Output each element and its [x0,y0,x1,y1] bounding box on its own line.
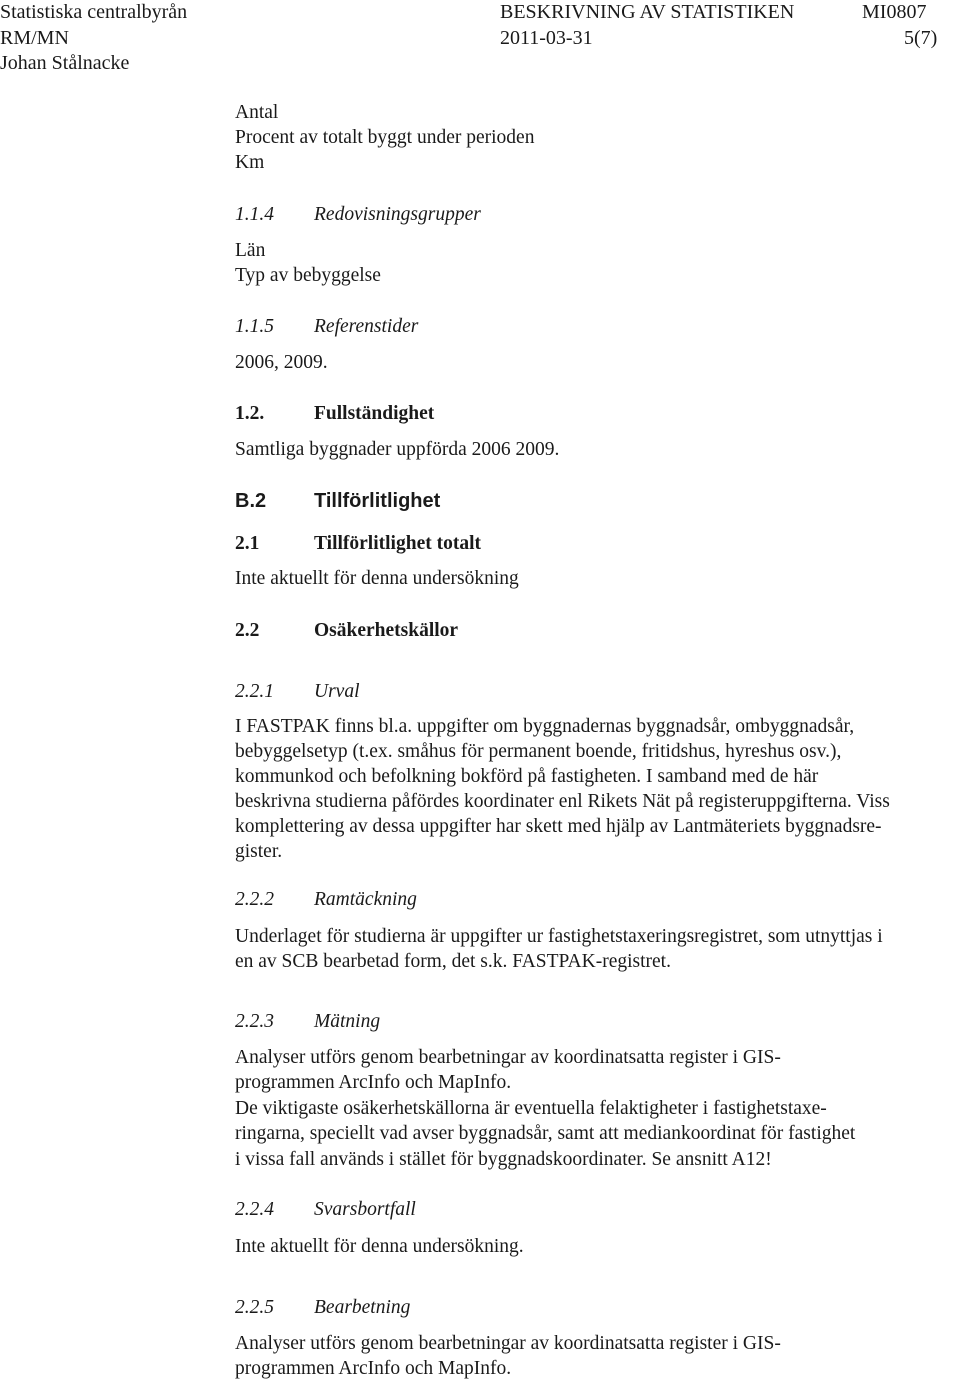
header-doc-type: BESKRIVNING AV STATISTIKEN [500,1,795,23]
body-text: Analyser utförs genom bearbetningar av koordinatsatta register i GIS- [235,1047,781,1068]
header-author: Johan Stålnacke [0,52,130,74]
body-text: programmen ArcInfo och MapInfo. [235,1358,512,1379]
section-number: 2.2.3 [235,1011,274,1032]
section-heading: Tillförlitlighet [314,490,441,512]
body-text: en av SCB bearbetad form, det s.k. FASTPAK-registret. [235,951,671,972]
section-number: 2.2.2 [235,889,274,910]
body-text: kommunkod och befolkning bokförd på fastigheten. I samband med de här [235,766,819,787]
section-heading: Svarsbortfall [314,1199,416,1220]
body-text: I FASTPAK finns bl.a. uppgifter om byggnadernas byggnadsår, ombyggnadsår, [235,716,855,737]
body-text: 2006, 2009. [235,352,328,373]
body-text: ringarna, speciellt vad avser byggnadsår, samt att mediankoordinat för fastighet [235,1123,856,1144]
body-text: Underlaget för studierna är uppgifter ur fastighetstaxeringsregistret, som utnyttjas i [235,926,883,947]
section-heading: Redovisningsgrupper [314,204,481,225]
body-text: Typ av bebyggelse [235,265,381,286]
unit-percent: Procent av totalt byggt under perioden [235,127,535,148]
section-number: 2.2.4 [235,1199,274,1220]
body-text: Analyser utförs genom bearbetningar av koordinatsatta register i GIS- [235,1333,781,1354]
section-heading: Ramtäckning [314,889,417,910]
unit-km: Km [235,152,265,173]
body-text: Inte aktuellt för denna undersökning [235,568,519,589]
header-date: 2011-03-31 [500,27,593,49]
section-number: 2.1 [235,533,260,554]
section-heading: Bearbetning [314,1297,411,1318]
header-dept: RM/MN [0,27,69,49]
body-text: Län [235,240,266,261]
body-text: komplettering av dessa uppgifter har skett med hjälp av Lantmäteriets byggnadsre- [235,816,882,837]
section-heading: Osäkerhetskällor [314,620,459,641]
header-doc-id: MI0807 [862,1,927,23]
section-heading: Urval [314,681,360,702]
header-org: Statistiska centralbyrån [0,1,188,23]
section-number: 1.2. [235,403,265,424]
body-text: gister. [235,841,283,862]
section-number: 1.1.4 [235,204,274,225]
body-text: Samtliga byggnader uppförda 2006 2009. [235,439,560,460]
section-number: 2.2.1 [235,681,274,702]
header-page: 5(7) [904,27,938,49]
body-text: bebyggelsetyp (t.ex. småhus för permanent boende, fritidshus, hyreshus osv.), [235,741,842,762]
section-heading: Referenstider [314,316,419,337]
unit-count: Antal [235,102,279,123]
section-number: 1.1.5 [235,316,274,337]
body-text: i vissa fall används i stället för byggnadskoordinater. Se ansnitt A12! [235,1149,772,1170]
section-number: 2.2 [235,620,260,641]
body-text: Inte aktuellt för denna undersökning. [235,1236,524,1257]
section-number: 2.2.5 [235,1297,274,1318]
body-text: beskrivna studierna påfördes koordinater enl Rikets Nät på registeruppgifterna. Viss [235,791,890,812]
body-text: De viktigaste osäkerhetskällorna är eventuella felaktigheter i fastighetstaxe- [235,1098,827,1119]
section-heading: Mätning [314,1011,381,1032]
section-heading: Tillförlitlighet totalt [314,533,481,554]
section-number: B.2 [235,490,267,512]
body-text: programmen ArcInfo och MapInfo. [235,1072,512,1093]
section-heading: Fullständighet [314,403,435,424]
